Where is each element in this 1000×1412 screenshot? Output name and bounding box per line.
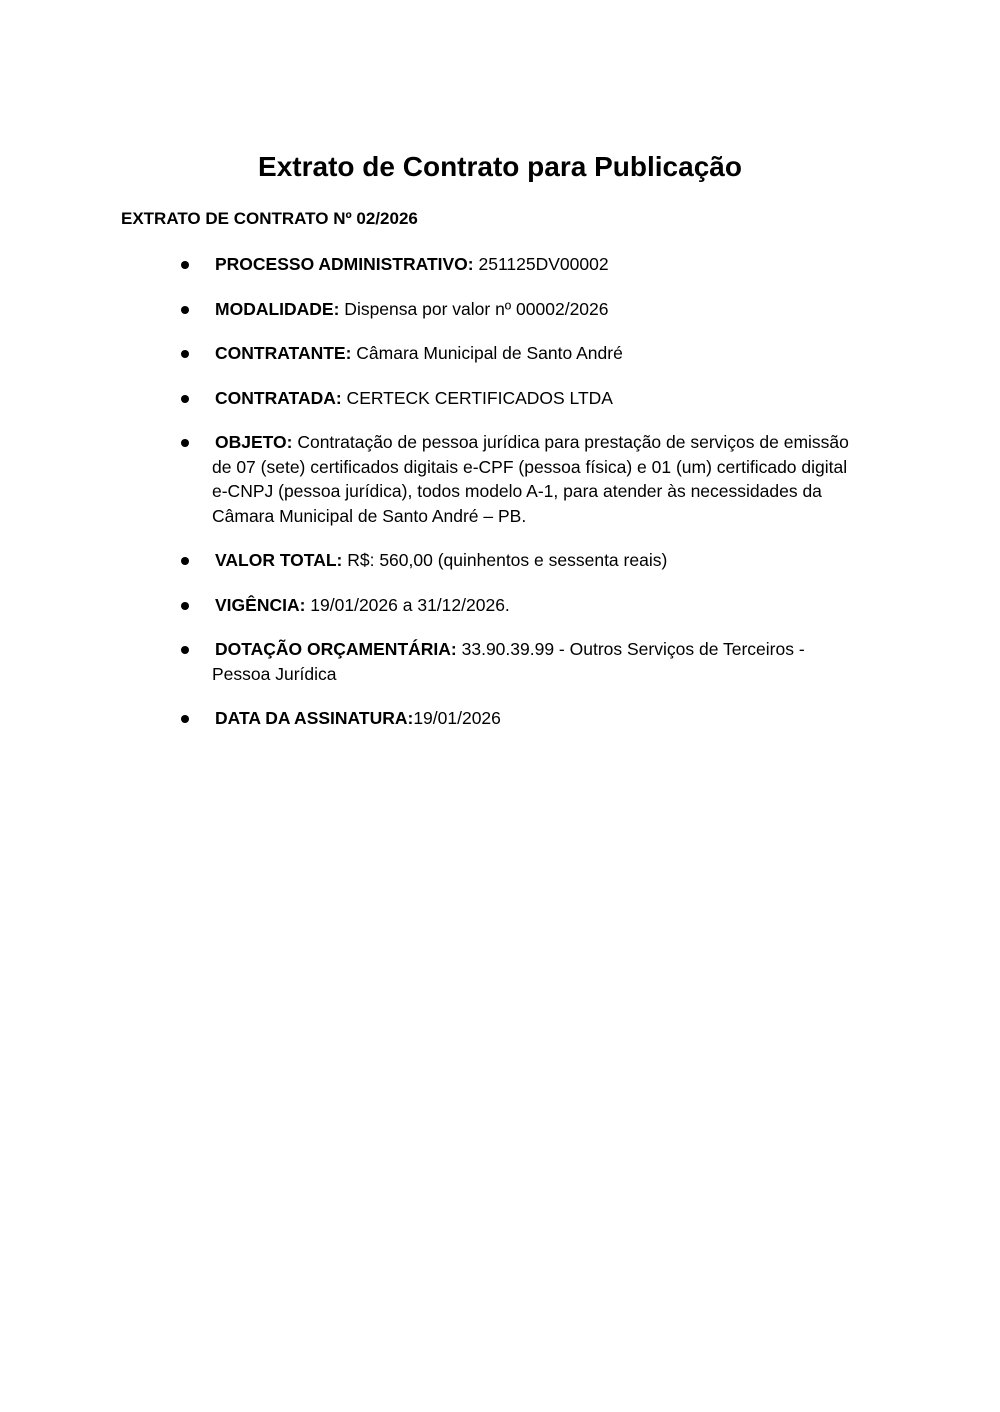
bullet-icon [181, 557, 189, 565]
item-value: 251125DV00002 [473, 254, 609, 274]
document-title: Extrato de Contrato para Publicação [258, 151, 742, 182]
item-label: MODALIDADE: [215, 298, 340, 319]
item-label: OBJETO: [215, 432, 293, 452]
list-item-valor-total [0, 548, 862, 573]
item-value: 19/01/2026 a 31/12/2026. [305, 594, 510, 615]
list-item-vigencia [0, 593, 862, 618]
list-item-contratada [0, 386, 862, 411]
bullet-icon [181, 395, 189, 403]
item-value: Contratação de pessoa jurídica para prestação de serviços de emissão de 07 (sete) certificados digitais e-CPF (pessoa física) e 01 (um) certificado digital e-CNPJ (pessoa jurídica), todos modelo A-1, para atender às necessidades da Câmara Municipal de Santo André – PB. [212, 432, 849, 526]
bullet-icon [181, 646, 189, 654]
item-label: VIGÊNCIA: [215, 594, 306, 615]
bullet-icon [181, 306, 189, 314]
contract-number-heading: EXTRATO DE CONTRATO Nº 02/2026 [121, 209, 418, 228]
item-label: CONTRATANTE: [215, 343, 352, 363]
item-value: Dispensa por valor nº 00002/2026 [339, 298, 609, 319]
list-item-objeto [0, 430, 862, 528]
list-item-processo [0, 252, 862, 277]
item-label: DATA DA ASSINATURA: [215, 708, 414, 728]
list-item-data-assinatura [0, 706, 862, 731]
list-item-modalidade [0, 297, 862, 322]
bullet-icon [181, 261, 189, 269]
item-label: VALOR TOTAL: [215, 550, 343, 570]
bullet-icon [181, 715, 189, 723]
item-value: 19/01/2026 [413, 708, 501, 728]
bullet-icon [181, 350, 189, 358]
item-value: Câmara Municipal de Santo André [351, 343, 623, 363]
item-label: PROCESSO ADMINISTRATIVO: [215, 254, 474, 274]
item-value: R$: 560,00 (quinhentos e sessenta reais) [342, 550, 668, 570]
item-value: 33.90.39.99 - Outros Serviços de Terceiros - Pessoa Jurídica [212, 639, 805, 684]
bullet-icon [181, 602, 189, 610]
bullet-icon [181, 439, 189, 447]
contract-details-list [0, 252, 1000, 751]
item-value: CERTECK CERTIFICADOS LTDA [341, 387, 613, 408]
item-label: CONTRATADA: [215, 387, 342, 408]
item-label: DOTAÇÃO ORÇAMENTÁRIA: [215, 639, 457, 659]
list-item-dotacao [0, 637, 862, 686]
list-item-contratante [0, 341, 862, 366]
